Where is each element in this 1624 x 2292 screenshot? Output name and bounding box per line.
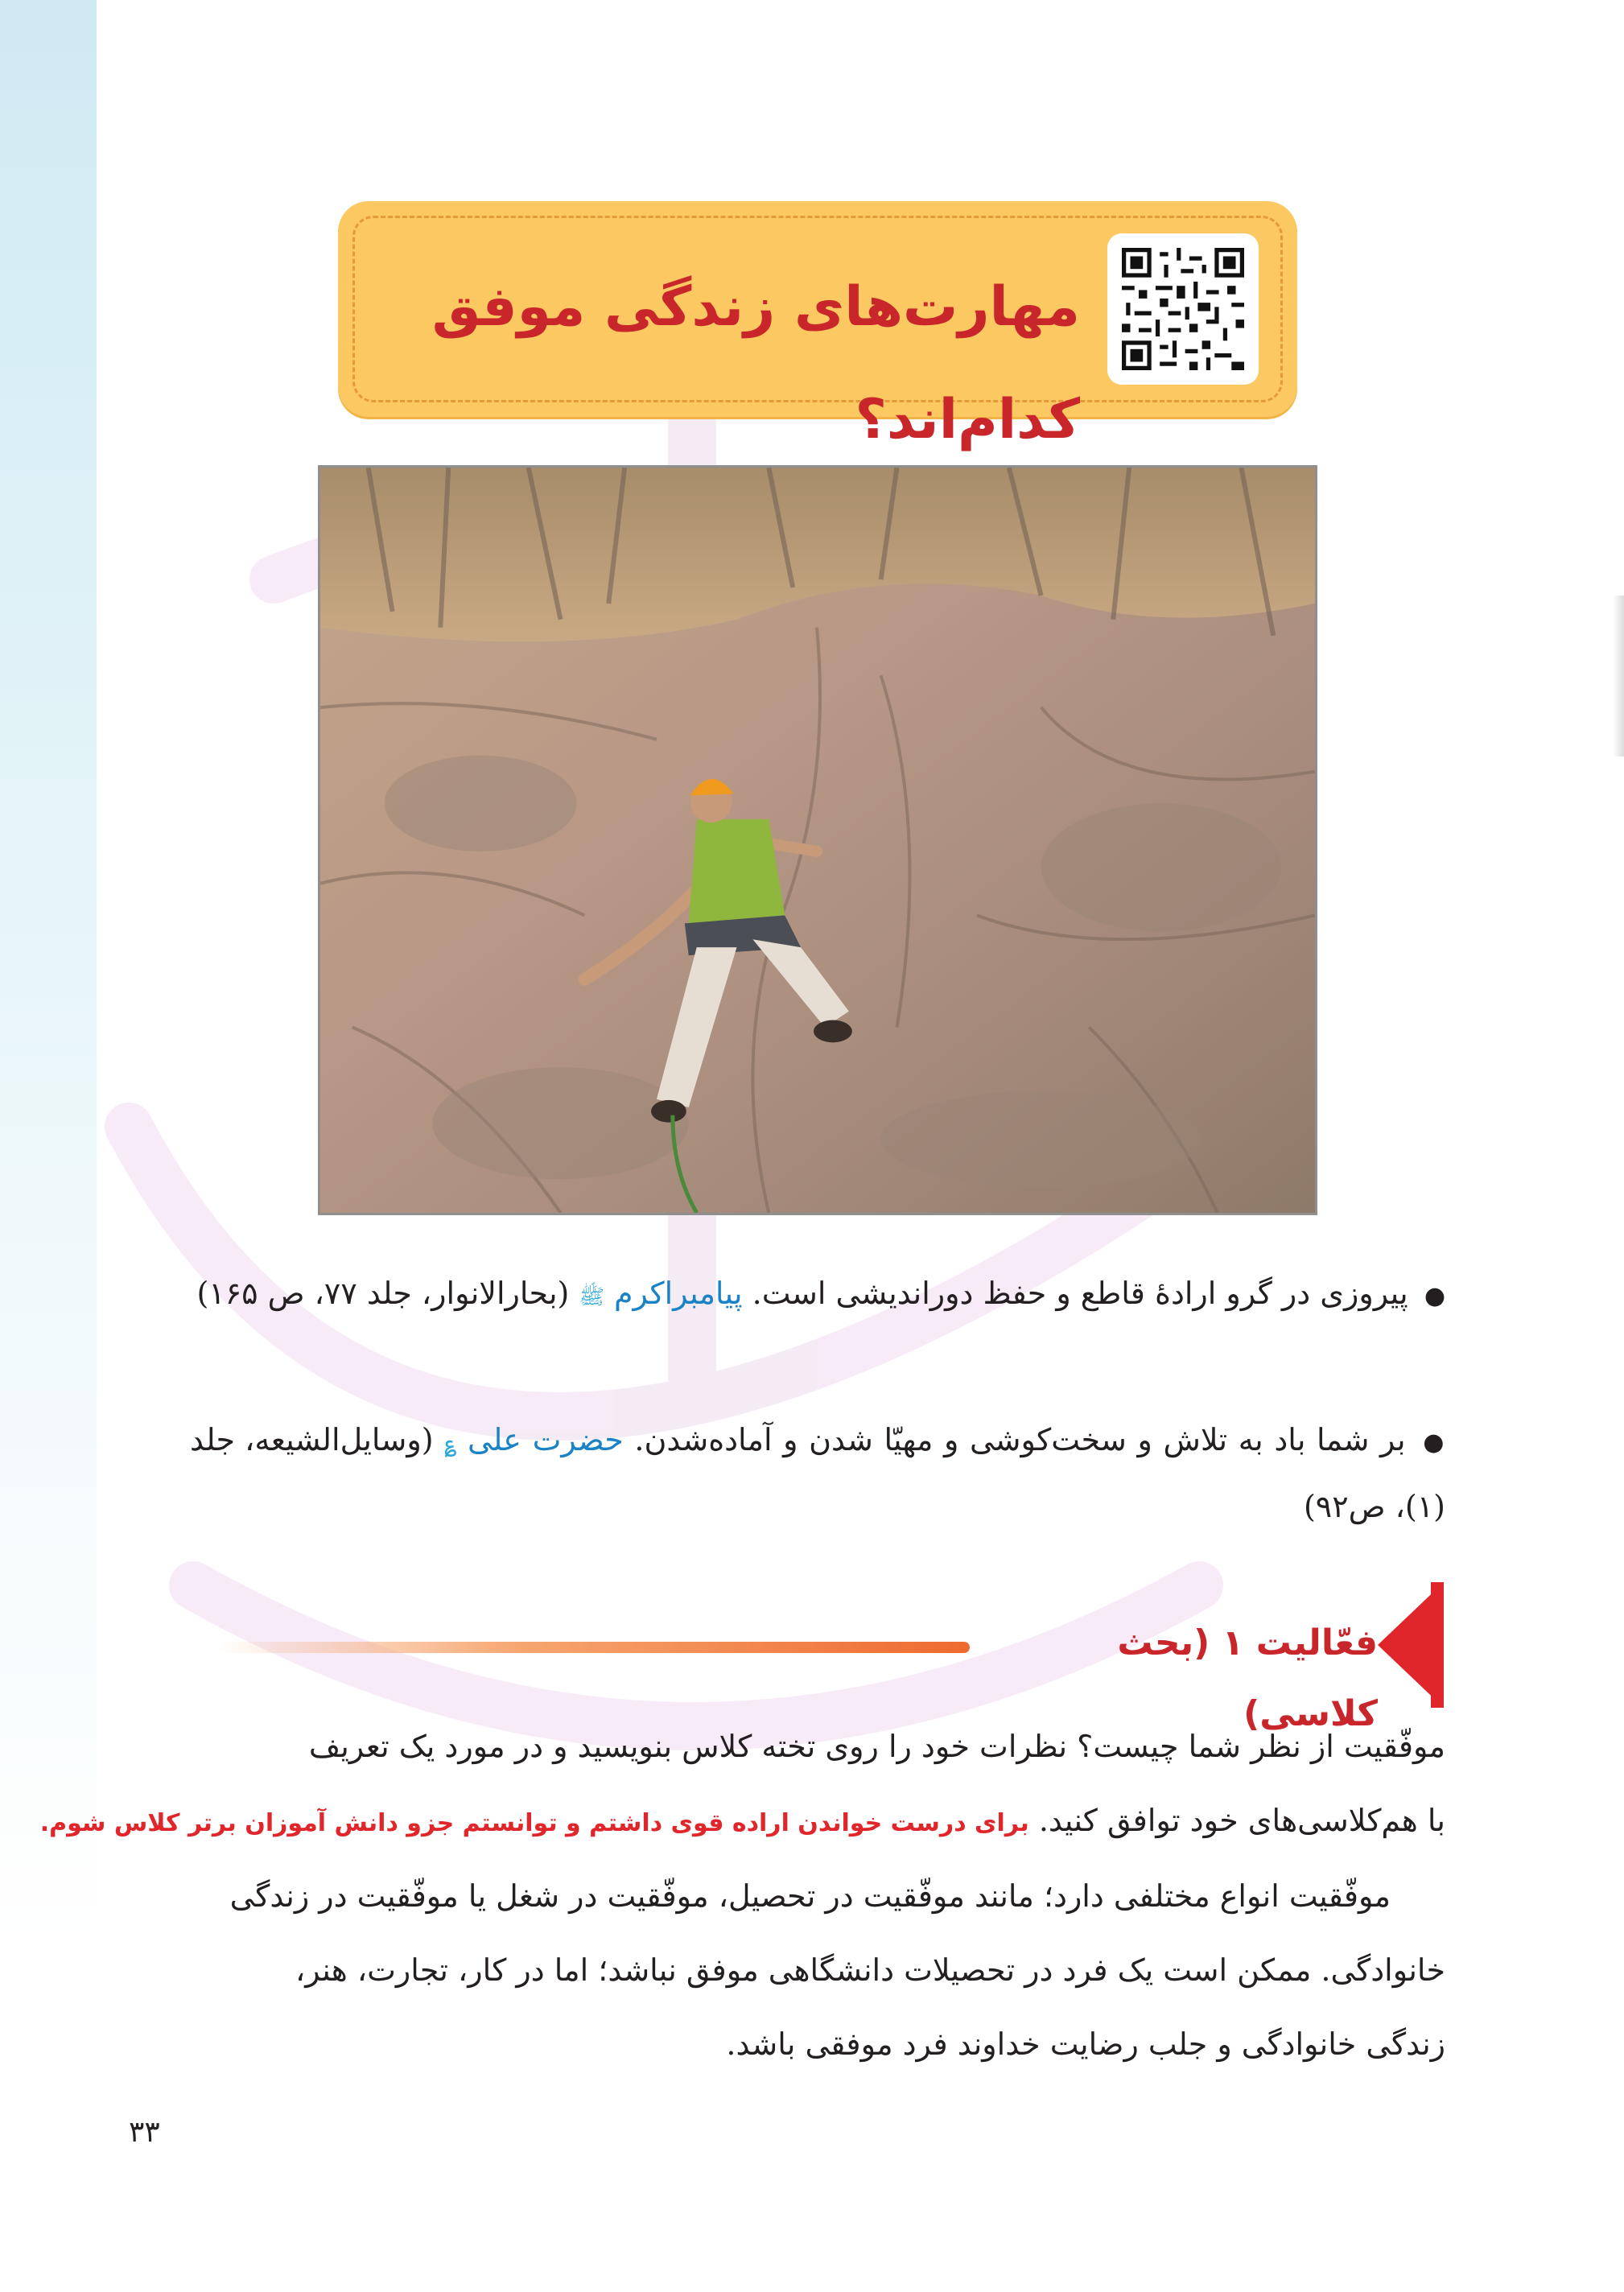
left-decorative-strip [0,0,97,2292]
body-line-2 [40,1788,1445,1856]
qr-code[interactable] [1107,233,1259,385]
body-line-2-text: با هم‌کلاسی‌های خود توافق کنید. [1038,1803,1445,1838]
title-banner [338,201,1297,451]
quote-1-honorific: ﷺ [579,1285,604,1309]
student-answer: برای درست خواندن اراده قوی داشتم و توانستم جزو دانش آموزان برتر کلاس شوم. [39,1809,1029,1837]
quote-2-source: حضرت علی [468,1422,624,1457]
body-line-4: خانوادگی. ممکن است یک فرد در تحصیلات دانشگاهی موفق نباشد؛ اما در کار، تجارت، هنر، [295,1952,1445,1988]
quote-1-text: پیروزی در گرو ارادهٔ قاطع و حفظ دوراندیشی است. [752,1276,1408,1311]
body-line-1: موفّقیت از نظر شما چیست؟ نظرات خود را روی تخته کلاس بنویسید و در مورد یک تعریف [308,1729,1445,1764]
quote-1-reference: (بحارالانوار، جلد ۷۷، ص ۱۶۵) [196,1276,570,1311]
quote-1-source: پیامبراکرم [614,1276,743,1311]
activity-marker-bar [1431,1582,1444,1708]
bullet-icon: ● [1423,1428,1445,1457]
page-title: مهارت‌های زندگی موفق کدام‌اند؟ [431,275,1080,451]
body-line-3: موفّقیت انواع مختلفی دارد؛ مانند موفّقیت در تحصیل، موفّقیت در شغل یا موفّقیت در زندگی [229,1878,1391,1914]
quote-2-reference: (وسایل‌الشیعه، جلد (۱)، ص۹۲) [190,1422,1445,1524]
quote-2-honorific: ؏ [444,1432,457,1456]
activity-divider-line [217,1642,970,1653]
rock-climber-photo [318,465,1317,1215]
page-number: ۳۳ [129,2116,160,2149]
bullet-icon: ● [1424,1282,1445,1310]
quote-2-text: بر شما باد به تلاش و سخت‌کوشی و مهیّا شدن و آماده‌شدن. [634,1422,1406,1457]
body-line-5: زندگی خانوادگی و جلب رضایت خداوند فرد موفقی باشد. [726,2026,1445,2062]
qr-code-icon [1122,248,1244,370]
activity-title: فعّالیت ۱ (بحث کلاسی) [1117,1622,1378,1734]
page-edge-shadow [1613,596,1624,756]
quote-2 [190,1408,1445,1538]
rock-climber-illustration [320,468,1315,1213]
quote-1 [190,1262,1445,1329]
